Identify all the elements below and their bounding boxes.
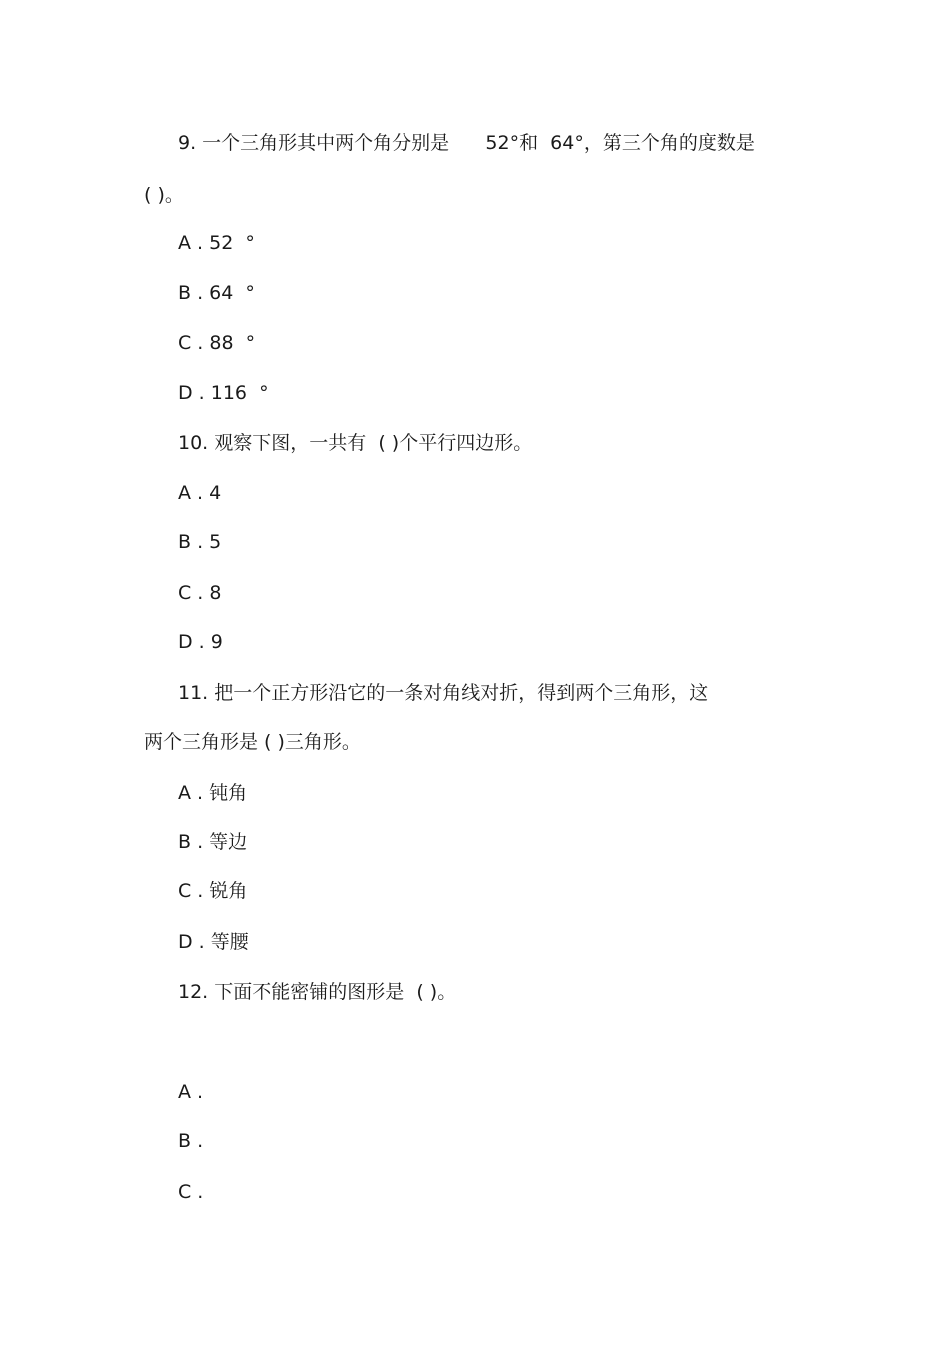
question-11-stem-line-2: 两个三角形是 ( )三角形。 xyxy=(144,731,361,753)
question-9-option-c: C . 88 ° xyxy=(178,332,256,354)
question-9-option-d: D . 116 ° xyxy=(178,382,269,404)
question-12-stem: 12. 下面不能密铺的图形是 ( )。 xyxy=(178,981,457,1003)
question-11-option-b: B . 等边 xyxy=(178,831,248,853)
question-10-option-c: C . 8 xyxy=(178,582,222,604)
question-12-option-c: C . xyxy=(178,1181,204,1203)
question-9-option-b: B . 64 ° xyxy=(178,282,255,304)
question-11-option-c: C . 锐角 xyxy=(178,880,248,902)
question-9-stem-line-2: ( )。 xyxy=(144,184,184,206)
question-9-stem-line-1: 9. 一个三角形其中两个角分别是 52°和 64°，第三个角的度数是 xyxy=(178,132,755,154)
question-11-option-d: D . 等腰 xyxy=(178,931,249,953)
question-12-option-a: A . xyxy=(178,1081,204,1103)
question-10-option-b: B . 5 xyxy=(178,531,222,553)
question-11-stem-line-1: 11. 把一个正方形沿它的一条对角线对折，得到两个三角形，这 xyxy=(178,682,709,704)
question-10-option-a: A . 4 xyxy=(178,482,222,504)
question-9-option-a: A . 52 ° xyxy=(178,232,255,254)
question-10-option-d: D . 9 xyxy=(178,631,223,653)
question-11-option-a: A . 钝角 xyxy=(178,782,248,804)
question-10-stem: 10. 观察下图，一共有 ( )个平行四边形。 xyxy=(178,432,533,454)
question-12-option-b: B . xyxy=(178,1130,204,1152)
